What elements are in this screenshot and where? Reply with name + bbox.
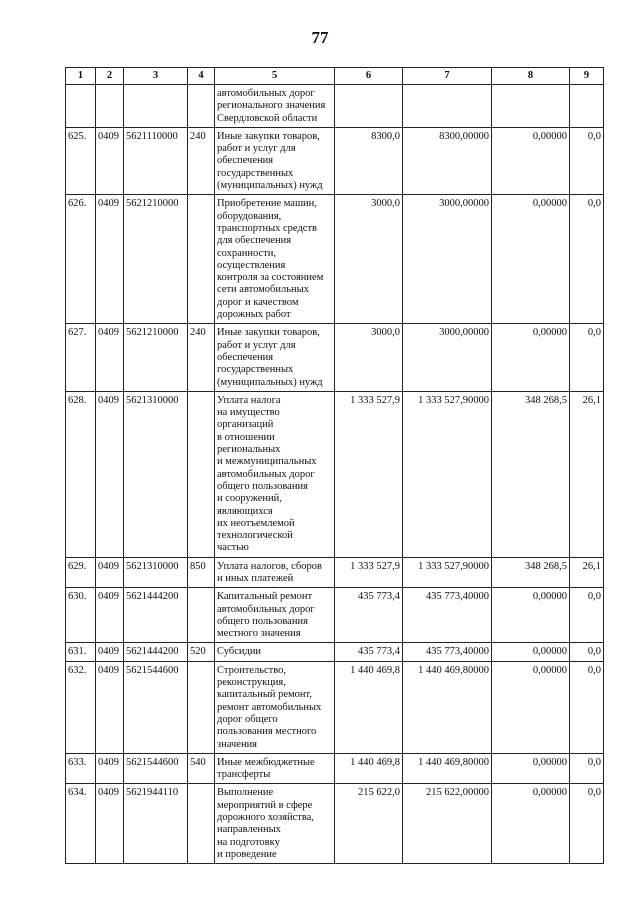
item-name-cell: Строительство, реконструкция, капитальный ремонт, ремонт автомобильных дорог общего пользования местного значения <box>215 661 335 753</box>
table-row <box>66 588 604 643</box>
amount-cell: 435 773,4 <box>335 588 403 643</box>
section-code-cell: 0409 <box>96 643 124 661</box>
table-row <box>66 753 604 784</box>
row-number-cell: 626. <box>66 195 96 324</box>
header-col-7: 7 <box>403 68 492 85</box>
executed-amount-cell: 0,00000 <box>492 784 570 864</box>
header-col-9: 9 <box>570 68 604 85</box>
header-col-8: 8 <box>492 68 570 85</box>
executed-amount-cell: 348 268,5 <box>492 557 570 588</box>
target-code-cell: 5621210000 <box>124 195 188 324</box>
percent-cell: 26,1 <box>570 391 604 557</box>
table-row <box>66 195 604 324</box>
expense-type-cell: 240 <box>188 127 215 194</box>
target-code-cell <box>124 85 188 128</box>
percent-cell: 0,0 <box>570 588 604 643</box>
table-row <box>66 557 604 588</box>
percent-cell: 0,0 <box>570 195 604 324</box>
table-row <box>66 127 604 194</box>
table-row <box>66 643 604 661</box>
row-number-cell: 633. <box>66 753 96 784</box>
budget-table <box>65 67 604 864</box>
amount-precise-cell: 1 440 469,80000 <box>403 753 492 784</box>
section-code-cell: 0409 <box>96 784 124 864</box>
amount-cell: 1 440 469,8 <box>335 753 403 784</box>
executed-amount-cell <box>492 85 570 128</box>
percent-cell: 0,0 <box>570 127 604 194</box>
row-number-cell: 625. <box>66 127 96 194</box>
section-code-cell: 0409 <box>96 661 124 753</box>
expense-type-cell <box>188 784 215 864</box>
amount-cell: 435 773,4 <box>335 643 403 661</box>
percent-cell: 0,0 <box>570 324 604 391</box>
amount-cell: 8300,0 <box>335 127 403 194</box>
amount-precise-cell: 435 773,40000 <box>403 588 492 643</box>
table-row <box>66 661 604 753</box>
item-name-cell: Субсидии <box>215 643 335 661</box>
executed-amount-cell: 0,00000 <box>492 588 570 643</box>
amount-cell: 215 622,0 <box>335 784 403 864</box>
amount-cell: 1 333 527,9 <box>335 391 403 557</box>
item-name-cell: Иные межбюджетные трансферты <box>215 753 335 784</box>
section-code-cell: 0409 <box>96 324 124 391</box>
section-code-cell: 0409 <box>96 127 124 194</box>
header-col-1: 1 <box>66 68 96 85</box>
row-number-cell: 628. <box>66 391 96 557</box>
target-code-cell: 5621444200 <box>124 643 188 661</box>
item-name-cell: Уплата налогов, сборов и иных платежей <box>215 557 335 588</box>
page-number: 77 <box>311 28 329 47</box>
amount-cell: 3000,0 <box>335 324 403 391</box>
expense-type-cell <box>188 391 215 557</box>
table-row <box>66 85 604 128</box>
table-row <box>66 784 604 864</box>
amount-precise-cell: 8300,00000 <box>403 127 492 194</box>
executed-amount-cell: 348 268,5 <box>492 391 570 557</box>
executed-amount-cell: 0,00000 <box>492 643 570 661</box>
expense-type-cell <box>188 661 215 753</box>
item-name-cell: Выполнение мероприятий в сфере дорожного хозяйства, направленных на подготовку и проведение <box>215 784 335 864</box>
amount-cell: 3000,0 <box>335 195 403 324</box>
expense-type-cell: 540 <box>188 753 215 784</box>
table-header-row <box>66 68 604 85</box>
target-code-cell: 5621310000 <box>124 391 188 557</box>
expense-type-cell <box>188 195 215 324</box>
table-row <box>66 324 604 391</box>
item-name-cell: Иные закупки товаров, работ и услуг для обеспечения государственных (муниципальных) нужд <box>215 127 335 194</box>
header-col-5: 5 <box>215 68 335 85</box>
target-code-cell: 5621210000 <box>124 324 188 391</box>
item-name-cell: Иные закупки товаров, работ и услуг для обеспечения государственных (муниципальных) нужд <box>215 324 335 391</box>
item-name-cell: Уплата налога на имущество организаций в отношении региональных и межмуниципальных автомобильных дорог общего пользования и сооружений, являющихся их неотъемлемой технологической частью <box>215 391 335 557</box>
percent-cell: 0,0 <box>570 753 604 784</box>
amount-precise-cell <box>403 85 492 128</box>
item-name-cell: Капитальный ремонт автомобильных дорог общего пользования местного значения <box>215 588 335 643</box>
row-number-cell: 630. <box>66 588 96 643</box>
row-number-cell: 631. <box>66 643 96 661</box>
amount-precise-cell: 1 440 469,80000 <box>403 661 492 753</box>
target-code-cell: 5621544600 <box>124 753 188 784</box>
header-col-6: 6 <box>335 68 403 85</box>
executed-amount-cell: 0,00000 <box>492 195 570 324</box>
table-body <box>66 85 604 864</box>
executed-amount-cell: 0,00000 <box>492 753 570 784</box>
expense-type-cell: 240 <box>188 324 215 391</box>
amount-precise-cell: 1 333 527,90000 <box>403 557 492 588</box>
target-code-cell: 5621544600 <box>124 661 188 753</box>
header-col-3: 3 <box>124 68 188 85</box>
target-code-cell: 5621444200 <box>124 588 188 643</box>
section-code-cell: 0409 <box>96 391 124 557</box>
percent-cell: 0,0 <box>570 643 604 661</box>
section-code-cell: 0409 <box>96 588 124 643</box>
percent-cell <box>570 85 604 128</box>
row-number-cell: 627. <box>66 324 96 391</box>
executed-amount-cell: 0,00000 <box>492 127 570 194</box>
expense-type-cell: 850 <box>188 557 215 588</box>
expense-type-cell <box>188 588 215 643</box>
amount-cell: 1 333 527,9 <box>335 557 403 588</box>
row-number-cell <box>66 85 96 128</box>
amount-precise-cell: 3000,00000 <box>403 195 492 324</box>
row-number-cell: 629. <box>66 557 96 588</box>
amount-precise-cell: 215 622,00000 <box>403 784 492 864</box>
section-code-cell <box>96 85 124 128</box>
expense-type-cell <box>188 85 215 128</box>
percent-cell: 0,0 <box>570 784 604 864</box>
section-code-cell: 0409 <box>96 557 124 588</box>
executed-amount-cell: 0,00000 <box>492 661 570 753</box>
row-number-cell: 632. <box>66 661 96 753</box>
percent-cell: 0,0 <box>570 661 604 753</box>
expense-type-cell: 520 <box>188 643 215 661</box>
target-code-cell: 5621310000 <box>124 557 188 588</box>
header-col-4: 4 <box>188 68 215 85</box>
item-name-cell: Приобретение машин, оборудования, транспортных средств для обеспечения сохранности, осуществления контроля за состоянием сети автомобильных дорог и качеством дорожных работ <box>215 195 335 324</box>
amount-precise-cell: 1 333 527,90000 <box>403 391 492 557</box>
section-code-cell: 0409 <box>96 195 124 324</box>
executed-amount-cell: 0,00000 <box>492 324 570 391</box>
table-row <box>66 391 604 557</box>
amount-precise-cell: 435 773,40000 <box>403 643 492 661</box>
amount-precise-cell: 3000,00000 <box>403 324 492 391</box>
target-code-cell: 5621944110 <box>124 784 188 864</box>
percent-cell: 26,1 <box>570 557 604 588</box>
amount-cell <box>335 85 403 128</box>
target-code-cell: 5621110000 <box>124 127 188 194</box>
section-code-cell: 0409 <box>96 753 124 784</box>
amount-cell: 1 440 469,8 <box>335 661 403 753</box>
item-name-cell: автомобильных дорог регионального значения Свердловской области <box>215 85 335 128</box>
row-number-cell: 634. <box>66 784 96 864</box>
header-col-2: 2 <box>96 68 124 85</box>
